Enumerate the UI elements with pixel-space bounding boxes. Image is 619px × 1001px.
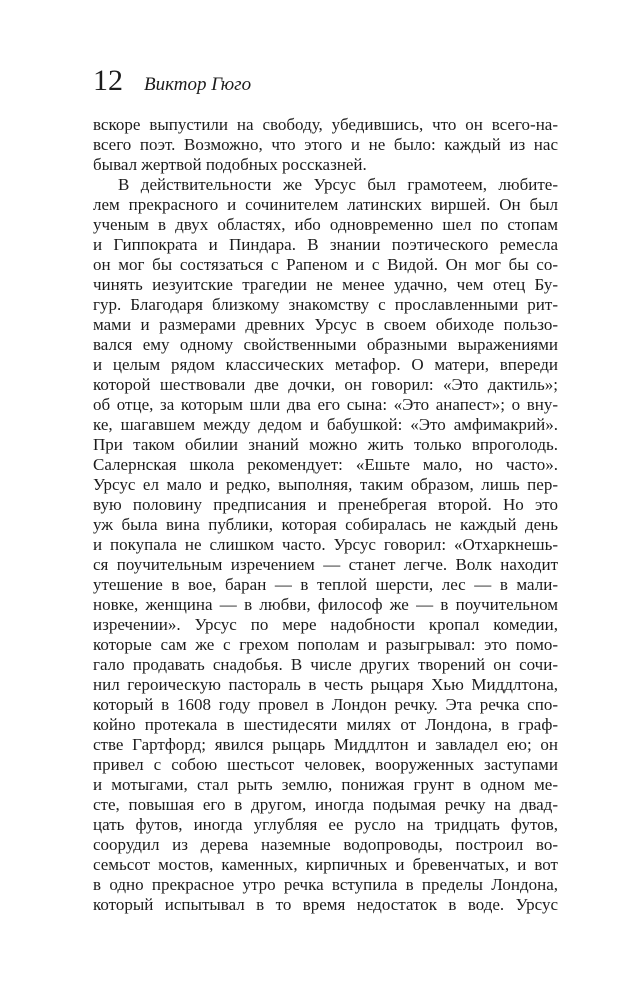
text-line: новке, женщина — в любви, философ же — в поучительном (93, 595, 558, 614)
text-line: гало продавать снадобья. В числе других творений он сочи- (93, 655, 558, 674)
text-line: привел с собою шестьсот человек, вооруженных заступами (93, 755, 558, 774)
text-line: стве Гартфорд; явился рыцарь Миддлтон и завладел ею; он (93, 735, 558, 754)
text-block (93, 115, 558, 915)
text-line: бывал жертвой подобных россказней. (93, 155, 367, 174)
text-line: изречении». Урсус по мере надобности кропал комедии, (93, 615, 558, 634)
text-line: семьсот мостов, каменных, кирпичных и бревенчатых, и вот (93, 855, 558, 874)
text-line: нил героическую пастораль в честь рыцаря Хью Миддлтона, (93, 675, 558, 694)
text-line: вался ему одному свойственными образными выражениями (93, 335, 558, 354)
text-line: он мог бы состязаться с Рапеном и с Видой. Он мог бы со- (93, 255, 558, 274)
text-line: уж была вина публики, которая собиралась не каждый день (93, 515, 558, 534)
text-line: утешение в вое, баран — в теплой шерсти, лес — в мали- (93, 575, 558, 594)
text-line: чинять иезуитские трагедии не менее удачно, чем отец Бу- (93, 275, 558, 294)
text-line: соорудил из дерева наземные водопроводы, построил во- (93, 835, 558, 854)
text-line: При таком обилии знаний можно жить только впроголодь. (93, 435, 558, 454)
text-line: и Гиппократа и Пиндара. В знании поэтического ремесла (93, 235, 558, 254)
text-line: вскоре выпустили на свободу, убедившись, что он всего-на- (93, 115, 558, 134)
text-line: вую половину предписания и пренебрегая второй. Но это (93, 495, 558, 514)
text-line: и покупала не слишком часто. Урсус говорил: «Отхаркнешь- (93, 535, 558, 554)
page-number: 12 (93, 64, 123, 97)
text-line: мами и размерами древних Урсус в своем обиходе пользо- (93, 315, 558, 334)
text-line: лем прекрасного и сочинителем латинских виршей. Он был (93, 195, 558, 214)
text-line: которые сам же с грехом пополам и разыгрывал: это помо- (93, 635, 558, 654)
text-line: Салернская школа рекомендует: «Ешьте мало, но часто». (93, 455, 558, 474)
text-line: который в 1608 году провел в Лондон речку. Эта речка спо- (93, 695, 558, 714)
text-line: ке, шагавшем между дедом и бабушкой: «Это амфимакрий». (93, 415, 558, 434)
page-header (93, 64, 558, 97)
text-line: В действительности же Урсус был грамотеем, любите- (118, 175, 558, 194)
text-line: всего поэт. Возможно, что этого и не было: каждый из нас (93, 135, 558, 154)
text-line: койно протекала в шестидесяти милях от Лондона, в граф- (93, 715, 558, 734)
text-line: об отце, за которым шли два его сына: «Это анапест»; о вну- (93, 395, 558, 414)
running-title: Виктор Гюго (144, 74, 252, 95)
text-line: и мотыгами, стал рыть землю, понижая грунт в одном ме- (93, 775, 558, 794)
text-line: в одно прекрасное утро речка вступила в пределы Лондона, (93, 875, 558, 894)
text-line: цать футов, иногда углубляя ее русло на тридцать футов, (93, 815, 558, 834)
paragraph (93, 175, 558, 915)
text-line: Урсус ел мало и редко, выполняя, таким образом, лишь пер- (93, 475, 558, 494)
text-line: гур. Благодаря близкому знакомству с прославленными рит- (93, 295, 558, 314)
text-line: которой шествовали две дочки, он говорил: «Это дактиль»; (93, 375, 558, 394)
text-line: и целым рядом классических метафор. О матери, впереди (93, 355, 558, 374)
text-line: ся поучительным изречением — станет легче. Волк находит (93, 555, 558, 574)
text-line: сте, повышая его в другом, иногда подымая речку на двад- (93, 795, 558, 814)
text-line: ученым в двух областях, ибо одновременно шел по стопам (93, 215, 558, 234)
paragraph (93, 115, 558, 175)
text-line: который испытывал в то время недостаток в воде. Урсус (93, 895, 558, 914)
